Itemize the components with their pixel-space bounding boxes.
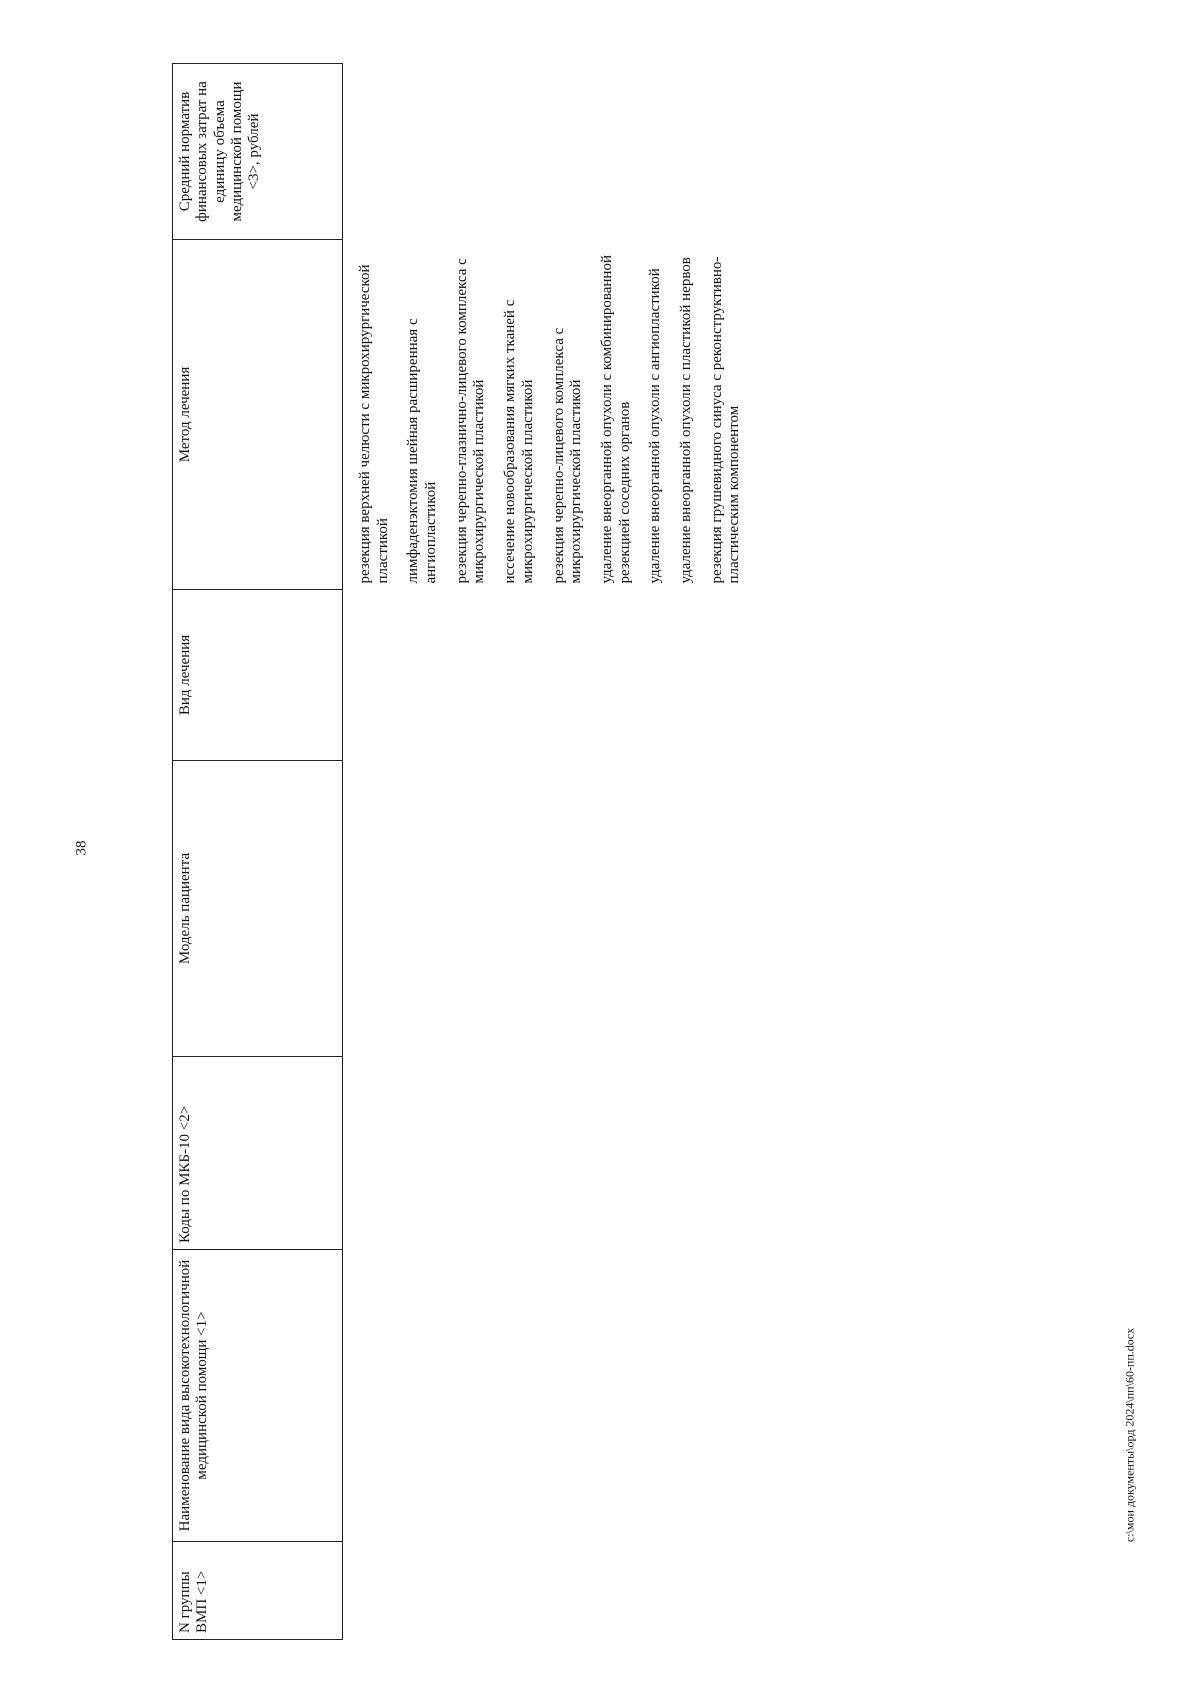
list-item: резекция верхней челюсти с микрохирургической пластикой bbox=[357, 264, 391, 584]
list-item: резекция черепно-лицевого комплекса с микрохирургической пластикой bbox=[550, 327, 585, 584]
table-row bbox=[343, 64, 758, 1640]
header-treatment-type: Вид лечения bbox=[173, 590, 343, 761]
list-item: лимфаденэктомия шейная расширенная с ангиопластикой bbox=[405, 318, 440, 584]
vmp-table bbox=[172, 63, 757, 1640]
header-patient-model: Модель пациента bbox=[173, 761, 343, 1057]
cell-treatment-type bbox=[343, 590, 758, 761]
table-header-row bbox=[173, 64, 343, 1640]
list-item: удаление внеорганной опухоли с пластикой нервов bbox=[677, 257, 694, 584]
cell-treatment-method bbox=[343, 240, 758, 590]
cell-icd-codes bbox=[343, 1057, 758, 1250]
list-item: иссечение новообразования мягких тканей с микрохирургической пластикой bbox=[502, 299, 536, 584]
list-item: удаление внеорганной опухоли с ангиопластикой bbox=[647, 268, 664, 584]
list-item: резекция грушевидного синуса с реконструктивно-пластическим компонентом bbox=[708, 256, 743, 584]
header-treatment-method: Метод лечения bbox=[173, 240, 343, 590]
list-item: резекция черепно-глазнично-лицевого комплекса с микрохирургической пластикой bbox=[453, 258, 488, 584]
rotated-table-container bbox=[172, 60, 1072, 1640]
cell-vmp-name bbox=[343, 1250, 758, 1542]
cell-average-cost bbox=[343, 64, 758, 240]
list-item: удаление внеорганной опухоли с комбинированной резекцией соседних органов bbox=[598, 255, 633, 584]
page-number: 38 bbox=[73, 840, 90, 856]
header-group-number: N группы ВМП <1> bbox=[173, 1542, 343, 1640]
method-list bbox=[343, 246, 744, 584]
header-average-cost: Средний норматив финансовых затрат на единицу объема медицинской помощи <3>, рублей bbox=[173, 64, 343, 240]
header-vmp-name: Наименование вида высокотехнологичной медицинской помощи <1> bbox=[173, 1250, 343, 1542]
header-icd-codes: Коды по МКБ-10 <2> bbox=[173, 1057, 343, 1250]
cell-group-number bbox=[343, 1542, 758, 1640]
cell-patient-model bbox=[343, 761, 758, 1057]
footer-file-path: c:\мои документы\орд 2024\пп\60-пп.docx bbox=[1122, 1327, 1137, 1543]
